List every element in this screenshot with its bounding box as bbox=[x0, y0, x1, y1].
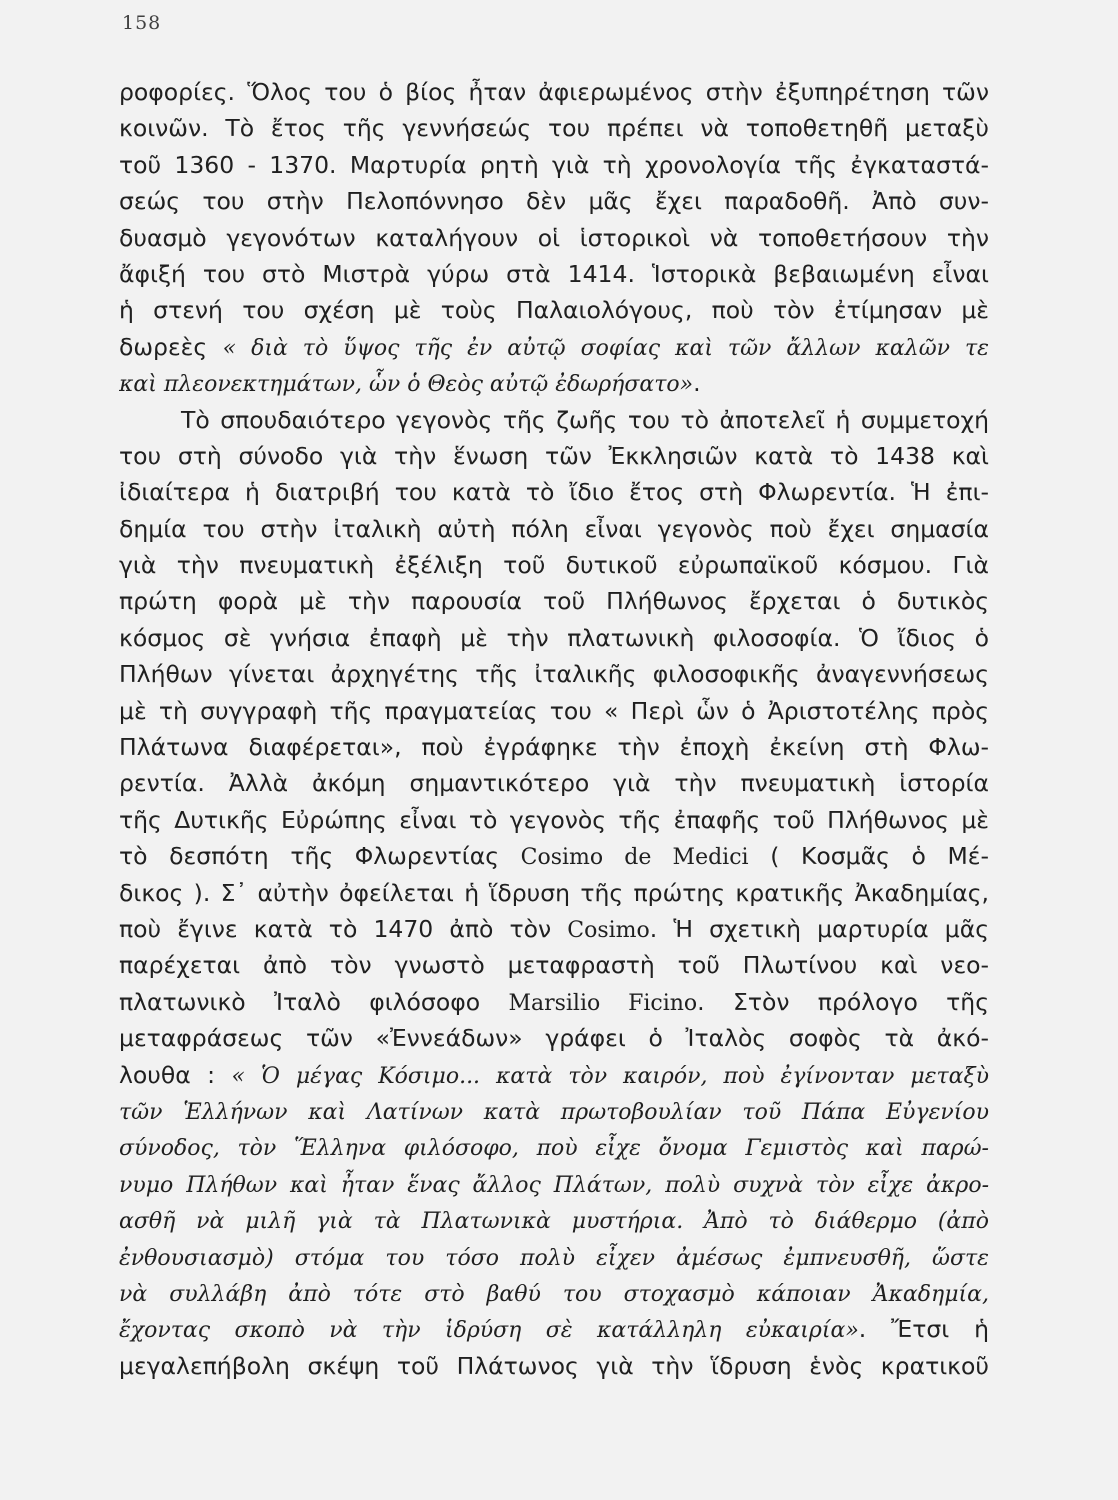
text-line bbox=[119, 620, 989, 656]
text-segment: ( Κοσμᾶς ὁ Μέ- bbox=[748, 842, 989, 871]
italic-quote-segment: ἔχοντας σκοπὸ νὰ τὴν ἱδρύση σὲ κατάλληλη εὐκαιρία» bbox=[119, 1318, 859, 1344]
text-line bbox=[119, 911, 989, 947]
text-line bbox=[119, 1057, 989, 1093]
text-segment: δημία του στὴν ἰταλικὴ αὐτὴ πόλη εἶναι γεγονὸς ποὺ ἔχει σημασία bbox=[119, 514, 989, 543]
text-line bbox=[119, 583, 989, 619]
text-line bbox=[119, 729, 989, 765]
text-segment: Πλάτωνα διαφέρεται», ποὺ ἐγράφηκε τὴν ἐποχὴ ἐκείνη στὴ Φλω- bbox=[119, 733, 989, 762]
text-segment: μεταφράσεως τῶν «Ἐννεάδων» γράφει ὁ Ἰταλὸς σοφὸς τὰ ἀκό- bbox=[119, 1024, 989, 1053]
text-segment: παρέχεται ἀπὸ τὸν γνωστὸ μεταφραστὴ τοῦ Πλωτίνου καὶ νεο- bbox=[119, 951, 989, 980]
italic-quote-segment: νὰ συλλάβη ἀπὸ τότε στὸ βαθύ του στοχασμὸ κάποιαν Ἀκαδημία, bbox=[119, 1281, 989, 1307]
italic-quote-segment: νυμο Πλήθων καὶ ἦταν ἕνας ἄλλος Πλάτων, πολὺ συχνὰ τὸν εἶχε ἀκρο- bbox=[119, 1172, 989, 1198]
text-line bbox=[119, 365, 989, 401]
text-segment: πλατωνικὸ Ἰταλὸ φιλόσοφο bbox=[119, 987, 509, 1016]
text-segment: . bbox=[693, 369, 701, 398]
text-line bbox=[119, 329, 989, 365]
text-line bbox=[119, 74, 989, 110]
text-segment: ἄφιξή του στὸ Μιστρὰ γύρω στὰ 1414. Ἱστορικὰ βεβαιωμένη εἶναι bbox=[119, 259, 989, 288]
text-line bbox=[119, 1348, 989, 1384]
text-segment: ἡ στενή του σχέση μὲ τοὺς Παλαιολόγους, ποὺ τὸν ἐτίμησαν μὲ bbox=[119, 296, 989, 325]
text-segment: μὲ τὴ συγγραφὴ τῆς πραγματείας του « Περὶ ὧν ὁ Ἀριστοτέλης πρὸς bbox=[119, 696, 989, 725]
italic-quote-segment: « Ὁ μέγας Κόσιμο... κατὰ τὸν καιρόν, ποὺ ἐγίνονταν μεταξὺ bbox=[231, 1063, 989, 1089]
text-line bbox=[119, 1311, 989, 1347]
latin-name-segment: Cosimo de Medici bbox=[520, 845, 749, 871]
text-segment: γιὰ τὴν πνευματικὴ ἐξέλιξη τοῦ δυτικοῦ εὐρωπαϊκοῦ κόσμου. Γιὰ bbox=[119, 551, 989, 580]
text-line bbox=[119, 511, 989, 547]
body-text bbox=[119, 74, 989, 1384]
text-segment: τὸ δεσπότη τῆς Φλωρεντίας bbox=[119, 842, 521, 871]
text-segment: δικος ). Σ᾽ αὐτὴν ὀφείλεται ἡ ἵδρυση τῆς πρώτης κρατικῆς Ἀκαδημίας, bbox=[119, 878, 989, 907]
text-segment: πρώτη φορὰ μὲ τὴν παρουσία τοῦ Πλήθωνος ἔρχεται ὁ δυτικὸς bbox=[119, 587, 989, 616]
text-segment: ροφορίες. Ὅλος του ὁ βίος ἦταν ἀφιερωμένος στὴν ἐξυπηρέτηση τῶν bbox=[119, 78, 989, 106]
text-line bbox=[119, 765, 989, 801]
text-line bbox=[119, 183, 989, 219]
text-line bbox=[119, 1093, 989, 1129]
text-line bbox=[119, 1166, 989, 1202]
text-line bbox=[119, 438, 989, 474]
text-segment: Πλήθων γίνεται ἀρχηγέτης τῆς ἰταλικῆς φιλοσοφικῆς ἀναγεννήσεως bbox=[119, 660, 989, 689]
italic-quote-segment: « διὰ τὸ ὕψος τῆς ἐν αὐτῷ σοφίας καὶ τῶν ἄλλων καλῶν τε bbox=[222, 335, 989, 361]
text-line bbox=[119, 1275, 989, 1311]
text-line bbox=[119, 1129, 989, 1165]
page-number: 158 bbox=[122, 12, 162, 34]
text-line bbox=[119, 402, 989, 438]
text-segment: δυασμὸ γεγονότων καταλήγουν οἱ ἱστορικοὶ νὰ τοποθετήσουν τὴν bbox=[119, 223, 989, 252]
italic-quote-segment: τῶν Ἑλλήνων καὶ Λατίνων κατὰ πρωτοβουλίαν τοῦ Πάπα Εὐγενίου bbox=[119, 1099, 989, 1125]
text-line bbox=[119, 547, 989, 583]
text-segment: λουθα : bbox=[119, 1060, 232, 1089]
latin-name-segment: Marsilio Ficino bbox=[508, 990, 698, 1016]
text-segment: κοινῶν. Τὸ ἔτος τῆς γεννήσεώς του πρέπει νὰ τοποθετηθῆ μεταξὺ bbox=[119, 114, 989, 143]
text-line bbox=[119, 802, 989, 838]
text-line bbox=[119, 693, 989, 729]
text-segment: του στὴ σύνοδο γιὰ τὴν ἕνωση τῶν Ἐκκλησιῶν κατὰ τὸ 1438 καὶ bbox=[119, 441, 989, 470]
text-segment: δωρεὲς bbox=[119, 332, 223, 361]
text-segment: ρεντία. Ἀλλὰ ἀκόμη σημαντικότερο γιὰ τὴν πνευματικὴ ἱστορία bbox=[119, 769, 989, 798]
text-line bbox=[119, 984, 989, 1020]
text-line bbox=[119, 110, 989, 146]
text-segment: . Ἡ σχετικὴ μαρτυρία μᾶς bbox=[649, 914, 989, 943]
text-segment: . Στὸν πρόλογο τῆς bbox=[697, 987, 989, 1016]
text-segment: σεώς του στὴν Πελοπόννησο δὲν μᾶς ἔχει παραδοθῆ. Ἀπὸ συν- bbox=[119, 187, 989, 216]
text-line bbox=[119, 947, 989, 983]
text-line bbox=[119, 875, 989, 911]
text-line bbox=[119, 474, 989, 510]
text-segment: τῆς Δυτικῆς Εὐρώπης εἶναι τὸ γεγονὸς τῆς ἐπαφῆς τοῦ Πλήθωνος μὲ bbox=[119, 805, 989, 834]
text-line bbox=[119, 220, 989, 256]
italic-quote-segment: καὶ πλεονεκτημάτων, ὧν ὁ Θεὸς αὐτῷ ἐδωρήσατο» bbox=[119, 372, 694, 398]
latin-name-segment: Cosimo bbox=[567, 917, 650, 943]
text-segment: ἰδιαίτερα ἡ διατριβή του κατὰ τὸ ἴδιο ἔτος στὴ Φλωρεντία. Ἡ ἐπι- bbox=[119, 478, 989, 507]
italic-quote-segment: ασθῆ νὰ μιλῆ γιὰ τὰ Πλατωνικὰ μυστήρια. Ἀπὸ τὸ διάθερμο (ἀπὸ bbox=[119, 1209, 989, 1235]
text-segment: τοῦ 1360 - 1370. Μαρτυρία ρητὴ γιὰ τὴ χρονολογία τῆς ἐγκαταστά- bbox=[119, 150, 989, 179]
text-line bbox=[119, 292, 989, 328]
text-segment: . Ἔτσι ἡ bbox=[858, 1315, 989, 1344]
text-line bbox=[119, 1239, 989, 1275]
text-segment: μεγαλεπήβολη σκέψη τοῦ Πλάτωνος γιὰ τὴν ἵδρυση ἑνὸς κρατικοῦ bbox=[119, 1351, 989, 1380]
italic-quote-segment: ἐνθουσιασμὸ) στόμα του τόσο πολὺ εἶχεν ἀμέσως ἐμπνευσθῆ, ὥστε bbox=[119, 1245, 989, 1271]
text-segment: ποὺ ἔγινε κατὰ τὸ 1470 ἀπὸ τὸν bbox=[119, 914, 568, 943]
italic-quote-segment: σύνοδος, τὸν Ἕλληνα φιλόσοφο, ποὺ εἶχε ὄνομα Γεμιστὸς καὶ παρώ- bbox=[119, 1136, 989, 1162]
text-line bbox=[119, 1202, 989, 1238]
text-line bbox=[119, 1020, 989, 1056]
text-line bbox=[119, 256, 989, 292]
text-line bbox=[119, 147, 989, 183]
text-segment: κόσμος σὲ γνήσια ἐπαφὴ μὲ τὴν πλατωνικὴ φιλοσοφία. Ὁ ἴδιος ὁ bbox=[119, 623, 989, 652]
text-line bbox=[119, 838, 989, 874]
text-segment: Τὸ σπουδαιότερο γεγονὸς τῆς ζωῆς του τὸ ἀποτελεῖ ἡ συμμετοχή bbox=[181, 405, 989, 434]
text-line bbox=[119, 656, 989, 692]
